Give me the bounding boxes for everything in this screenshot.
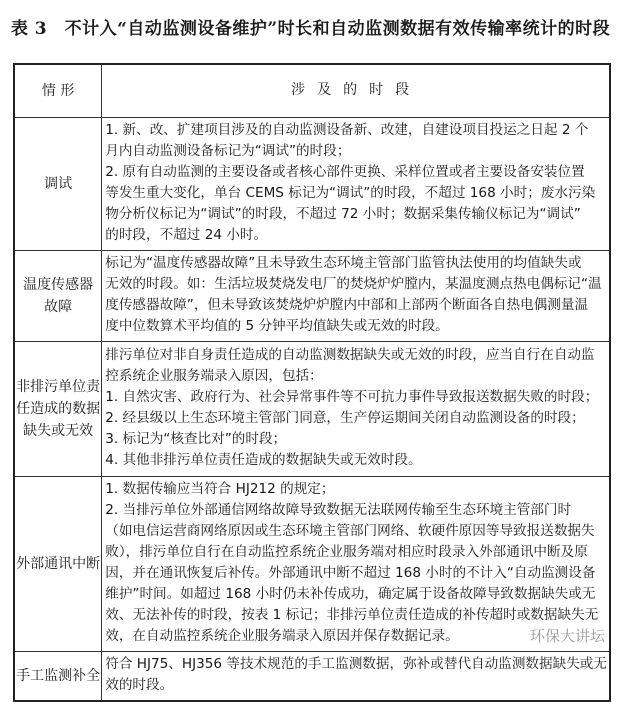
period-text-line: 3. 标记为“核查比对”的时段；: [105, 431, 287, 447]
period-text-line: 排污单位对非自身责任造成的自动监测数据缺失或无效的时段，应当自行在自动监: [105, 347, 595, 363]
period-text-line: 度中位数算术平均值的 5 分钟平均值缺失或无效的时段。: [105, 318, 449, 334]
period-text-line: 控系统企业服务端录入原因，包括：: [105, 368, 323, 384]
periods-cell: [102, 342, 610, 477]
period-text-line: 效，在自动监控系统企业服务端录入原因并保存数据记录。: [105, 628, 459, 644]
period-text-line: 度传感器故障”，但未导致该焚烧炉炉膛内中部和上部两个断面各自热电偶测量温: [105, 297, 589, 313]
situation-label: 外部通讯中断: [16, 556, 101, 572]
situation-label: 调试: [44, 176, 73, 192]
situation-label: 故障: [44, 299, 73, 315]
situation-cell: [14, 477, 102, 652]
period-text-line: 败），排污单位自行在自动监控系统企业服务端对相应时段录入外部通讯中断及原: [105, 544, 588, 560]
period-text-line: 标记为“温度传感器故障”且未导致生态环境主管部门监管执法使用的均值缺失或: [105, 255, 582, 271]
situation-cell: [14, 251, 102, 342]
period-text-line: 月内自动监测设备标记为“调试”的时段；: [105, 143, 351, 159]
table-row: [14, 118, 610, 251]
period-text-line: （如电信运营商网络原因或生态环境主管部门网络、软硬件原因等导致报送数据失: [105, 523, 595, 539]
period-text-line: 1. 数据传输应当符合 HJ212 的规定；: [105, 481, 335, 497]
situation-label: 非排污单位责: [16, 379, 101, 395]
watermark: 环保大讲坛: [529, 627, 605, 645]
table-row: [14, 251, 610, 342]
period-text-line: 效、无法补传的时段，按表 1 标记；非排污单位责任造成的补传超时或数据缺失无: [105, 607, 599, 623]
period-text-line: 2. 经县级以上生态环境主管部门同意，生产停运期间关闭自动监测设备的时段；: [105, 410, 585, 426]
situation-cell: [14, 652, 102, 702]
header-row: [14, 64, 610, 118]
period-text-line: 效的时段。: [105, 677, 174, 693]
table-title: 表 3 不计入“自动监测设备维护”时长和自动监测数据有效传输率统计的时段: [10, 19, 611, 39]
period-text-line: 1. 新、改、扩建项目涉及的自动监测设备新、改建，自建设项目投运之日起 2 个: [105, 122, 589, 138]
table-row: [14, 652, 610, 702]
situation-label: 手工监测补全: [16, 668, 101, 684]
situation-label: 缺失或无效: [23, 423, 94, 439]
header-periods: 涉及的时段: [102, 64, 610, 118]
period-text-line: 2. 当排污单位外部通信网络故障导致数据无法联网传输至生态环境主管部门时: [105, 502, 572, 518]
header-situation: 情 形: [14, 64, 102, 118]
table-row: [14, 477, 610, 652]
period-text-line: 符合 HJ75、HJ356 等技术规范的手工监测数据，弥补或替代自动监测数据缺失或无: [105, 656, 607, 672]
situation-label: 任造成的数据: [16, 401, 101, 417]
situation-label: 温度传感器: [23, 277, 94, 293]
period-text-line: 的时段，不超过 24 小时。: [105, 227, 268, 243]
period-text-line: 4. 其他非排污单位责任造成的数据缺失或无效时段。: [105, 452, 422, 468]
periods-table: [13, 63, 611, 702]
period-text-line: 物分析仪标记为“调试”的时段，不超过 72 小时；数据采集传输仪标记为“调试”: [105, 206, 581, 222]
period-text-line: 因，并在通讯恢复后补传。外部通讯中断不超过 168 小时的不计入“自动监测设备: [105, 565, 596, 581]
periods-cell: [102, 251, 610, 342]
period-text-line: 2. 原有自动监测的主要设备或者核心部件更换、采样位置或者主要设备安装位置: [105, 164, 585, 180]
situation-cell: [14, 118, 102, 251]
periods-cell: [102, 118, 610, 251]
period-text-line: 等发生重大变化，单台 CEMS 标记为“调试”的时段，不超过 168 小时；废水污染: [105, 185, 596, 201]
period-text-line: 维护”时间。如超过 168 小时仍未补传成功，确定属于设备故障导致数据缺失或无: [105, 586, 596, 602]
period-text-line: 无效的时段。如：生活垃圾焚烧发电厂的焚烧炉炉膛内，某温度测点热电偶标记“温: [105, 276, 602, 292]
table-row: [14, 342, 610, 477]
periods-cell: [102, 652, 610, 702]
situation-cell: [14, 342, 102, 477]
period-text-line: 1. 自然灾害、政府行为、社会异常事件等不可抗力事件导致报送数据失败的时段；: [105, 389, 599, 405]
